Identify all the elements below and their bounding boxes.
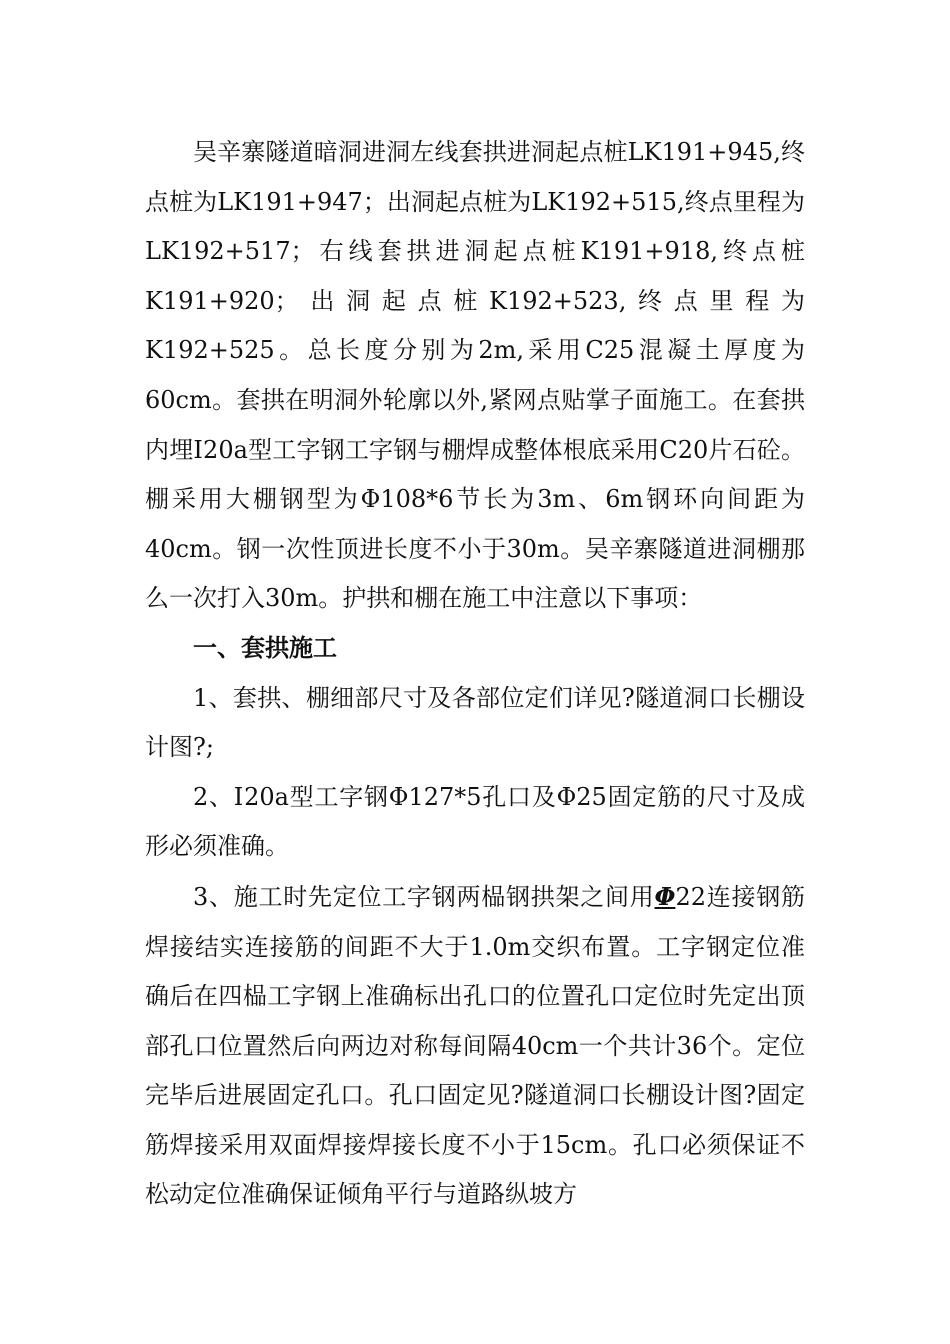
- item-2-paragraph: 2、Ⅰ20a型工字钢Φ127*5孔口及Φ25固定筋的尺寸及成形必须准确。: [145, 782, 805, 861]
- intro-paragraph: 吴辛寨隧道暗洞进洞左线套拱进洞起点桩LK191+945,终点桩为LK191+947；出洞起点桩为LK192+515,终点里程为LK192+517；右线套拱进洞起点桩K191+918,终点桩K191+920；出洞起点桩K192+523,终点里程为K192+525。总长度分别为2m,采用C25混凝土厚度为60cm。套拱在明洞外轮廓以外,紧网点贴掌子面施工。在套拱内埋Ⅰ20a型工字钢工字钢与棚焊成整体根底采用C20片石砼。棚采用大棚钢型为Φ108*6节长为3m、6m钢环向间距为40cm。钢一次性顶进长度不小于30m。吴辛寨隧道进洞棚那么一次打入30m。护拱和棚在施工中注意以下事项：: [145, 138, 805, 613]
- section-heading-arch: 一、套拱施工: [193, 633, 337, 662]
- item-3-paragraph: [145, 872, 805, 1220]
- item-3-text-rest: 22连接钢筋焊接结实连接筋的间距不大于1.0m交织布置。工字钢定位准确后在四榀工字钢上准确标出孔口的位置孔口定位时先定出顶部孔口位置然后向两边对称每间隔40cm一个共计36个。定位完毕后进展固定孔口。孔口固定见?隧道洞口长棚设计图?固定筋焊接采用双面焊接焊接长度不小于15cm。孔口必须保证不松动定位准确保证倾角平行与道路纵坡方: [145, 882, 805, 1209]
- item-1-paragraph: 1、套拱、棚细部尺寸及各部位定们详见?隧道洞口长棚设计图?;: [145, 683, 805, 762]
- item-3-text-start: 3、施工时先定位工字钢两榀钢拱架之间用: [193, 882, 655, 911]
- phi-symbol: Φ: [654, 881, 676, 911]
- document-page: [145, 128, 805, 1220]
